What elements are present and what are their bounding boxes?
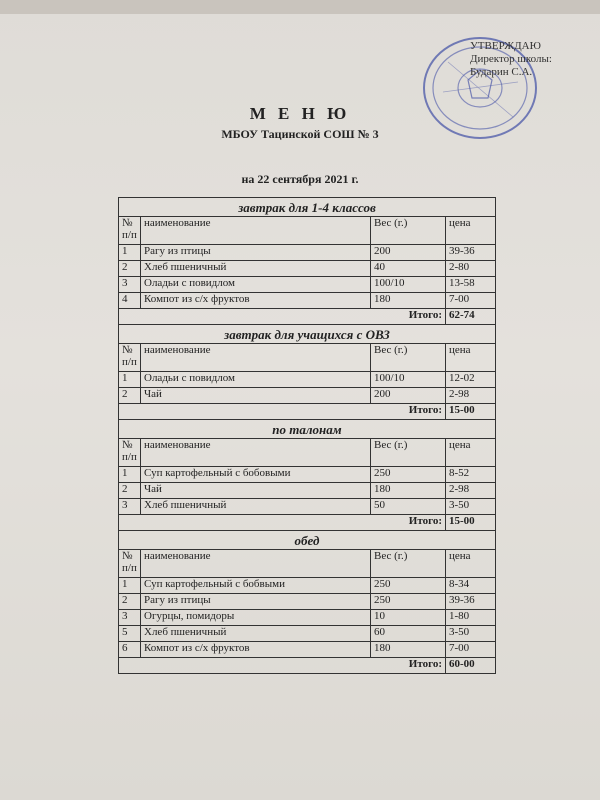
column-header-row <box>119 217 496 245</box>
total-row <box>119 404 496 420</box>
item-price: 3-50 <box>446 626 496 642</box>
column-header-row <box>119 439 496 467</box>
item-weight: 100/10 <box>371 372 446 388</box>
col-name-header: наименование <box>141 217 371 245</box>
section-header-row <box>119 420 496 439</box>
table-row <box>119 499 496 515</box>
table-row <box>119 610 496 626</box>
col-name-header: наименование <box>141 344 371 372</box>
total-value: 60-00 <box>446 658 496 674</box>
col-num-header: № п/п <box>119 344 141 372</box>
item-name: Компот из с/х фруктов <box>141 642 371 658</box>
col-name-header: наименование <box>141 550 371 578</box>
column-header-row <box>119 550 496 578</box>
section-title: по талонам <box>119 420 496 439</box>
item-num: 2 <box>119 594 141 610</box>
item-weight: 200 <box>371 245 446 261</box>
table-row <box>119 372 496 388</box>
item-weight: 200 <box>371 388 446 404</box>
table-row <box>119 467 496 483</box>
item-name: Рагу из птицы <box>141 594 371 610</box>
total-row <box>119 515 496 531</box>
item-name: Суп картофельный с бобовыми <box>141 467 371 483</box>
table-row <box>119 293 496 309</box>
item-price: 39-36 <box>446 245 496 261</box>
item-name: Хлеб пшеничный <box>141 261 371 277</box>
item-num: 3 <box>119 499 141 515</box>
column-header-row <box>119 344 496 372</box>
total-value: 62-74 <box>446 309 496 325</box>
approval-signatory: Бударин С.А. <box>470 66 533 78</box>
item-weight: 180 <box>371 293 446 309</box>
col-price-header: цена <box>446 217 496 245</box>
item-name: Огурцы, помидоры <box>141 610 371 626</box>
item-num: 3 <box>119 610 141 626</box>
item-weight: 40 <box>371 261 446 277</box>
item-num: 2 <box>119 261 141 277</box>
table-row <box>119 245 496 261</box>
item-num: 1 <box>119 372 141 388</box>
item-num: 1 <box>119 467 141 483</box>
total-row <box>119 658 496 674</box>
item-price: 8-34 <box>446 578 496 594</box>
page-edge <box>0 0 600 14</box>
total-label: Итого: <box>119 658 446 674</box>
item-price: 39-36 <box>446 594 496 610</box>
col-weight-header: Вес (г.) <box>371 217 446 245</box>
page-title: М Е Н Ю <box>249 104 351 123</box>
item-weight: 50 <box>371 499 446 515</box>
approval-position: Директор школы: <box>470 53 552 65</box>
item-num: 3 <box>119 277 141 293</box>
item-price: 2-98 <box>446 483 496 499</box>
table-row <box>119 483 496 499</box>
item-price: 13-58 <box>446 277 496 293</box>
item-name: Хлеб пшеничный <box>141 626 371 642</box>
item-price: 12-02 <box>446 372 496 388</box>
total-label: Итого: <box>119 404 446 420</box>
item-price: 3-50 <box>446 499 496 515</box>
table-row <box>119 594 496 610</box>
menu-date: на 22 сентября 2021 г. <box>241 172 359 186</box>
item-num: 2 <box>119 483 141 499</box>
table-row <box>119 277 496 293</box>
col-price-header: цена <box>446 550 496 578</box>
item-num: 1 <box>119 245 141 261</box>
item-num: 6 <box>119 642 141 658</box>
item-num: 2 <box>119 388 141 404</box>
item-name: Компот из с/х фруктов <box>141 293 371 309</box>
item-name: Хлеб пшеничный <box>141 499 371 515</box>
menu-table <box>118 197 496 674</box>
section-title: завтрак для 1-4 классов <box>119 198 496 217</box>
col-weight-header: Вес (г.) <box>371 439 446 467</box>
item-price: 1-80 <box>446 610 496 626</box>
section-title: обед <box>119 531 496 550</box>
item-num: 1 <box>119 578 141 594</box>
item-weight: 250 <box>371 594 446 610</box>
item-num: 4 <box>119 293 141 309</box>
item-name: Чай <box>141 483 371 499</box>
item-name: Чай <box>141 388 371 404</box>
item-num: 5 <box>119 626 141 642</box>
item-name: Рагу из птицы <box>141 245 371 261</box>
col-weight-header: Вес (г.) <box>371 344 446 372</box>
item-name: Оладьи с повидлом <box>141 372 371 388</box>
item-price: 7-00 <box>446 293 496 309</box>
col-price-header: цена <box>446 439 496 467</box>
col-num-header: № п/п <box>119 217 141 245</box>
total-label: Итого: <box>119 515 446 531</box>
col-name-header: наименование <box>141 439 371 467</box>
table-row <box>119 642 496 658</box>
table-row <box>119 261 496 277</box>
item-price: 2-98 <box>446 388 496 404</box>
col-price-header: цена <box>446 344 496 372</box>
item-price: 2-80 <box>446 261 496 277</box>
table-row <box>119 626 496 642</box>
section-title: завтрак для учащихся с ОВЗ <box>119 325 496 344</box>
section-header-row <box>119 325 496 344</box>
total-value: 15-00 <box>446 404 496 420</box>
section-header-row <box>119 198 496 217</box>
approval-block <box>470 40 590 79</box>
total-label: Итого: <box>119 309 446 325</box>
item-weight: 180 <box>371 483 446 499</box>
item-weight: 10 <box>371 610 446 626</box>
item-weight: 60 <box>371 626 446 642</box>
table-row <box>119 388 496 404</box>
col-weight-header: Вес (г.) <box>371 550 446 578</box>
item-weight: 250 <box>371 578 446 594</box>
approval-title: УТВЕРЖДАЮ <box>470 40 541 52</box>
total-value: 15-00 <box>446 515 496 531</box>
col-num-header: № п/п <box>119 550 141 578</box>
item-name: Суп картофельный с бобвыми <box>141 578 371 594</box>
school-name: МБОУ Тацинской СОШ № 3 <box>221 127 379 141</box>
col-num-header: № п/п <box>119 439 141 467</box>
item-weight: 250 <box>371 467 446 483</box>
section-header-row <box>119 531 496 550</box>
item-weight: 100/10 <box>371 277 446 293</box>
item-price: 7-00 <box>446 642 496 658</box>
item-name: Оладьи с повидлом <box>141 277 371 293</box>
item-price: 8-52 <box>446 467 496 483</box>
total-row <box>119 309 496 325</box>
item-weight: 180 <box>371 642 446 658</box>
table-row <box>119 578 496 594</box>
